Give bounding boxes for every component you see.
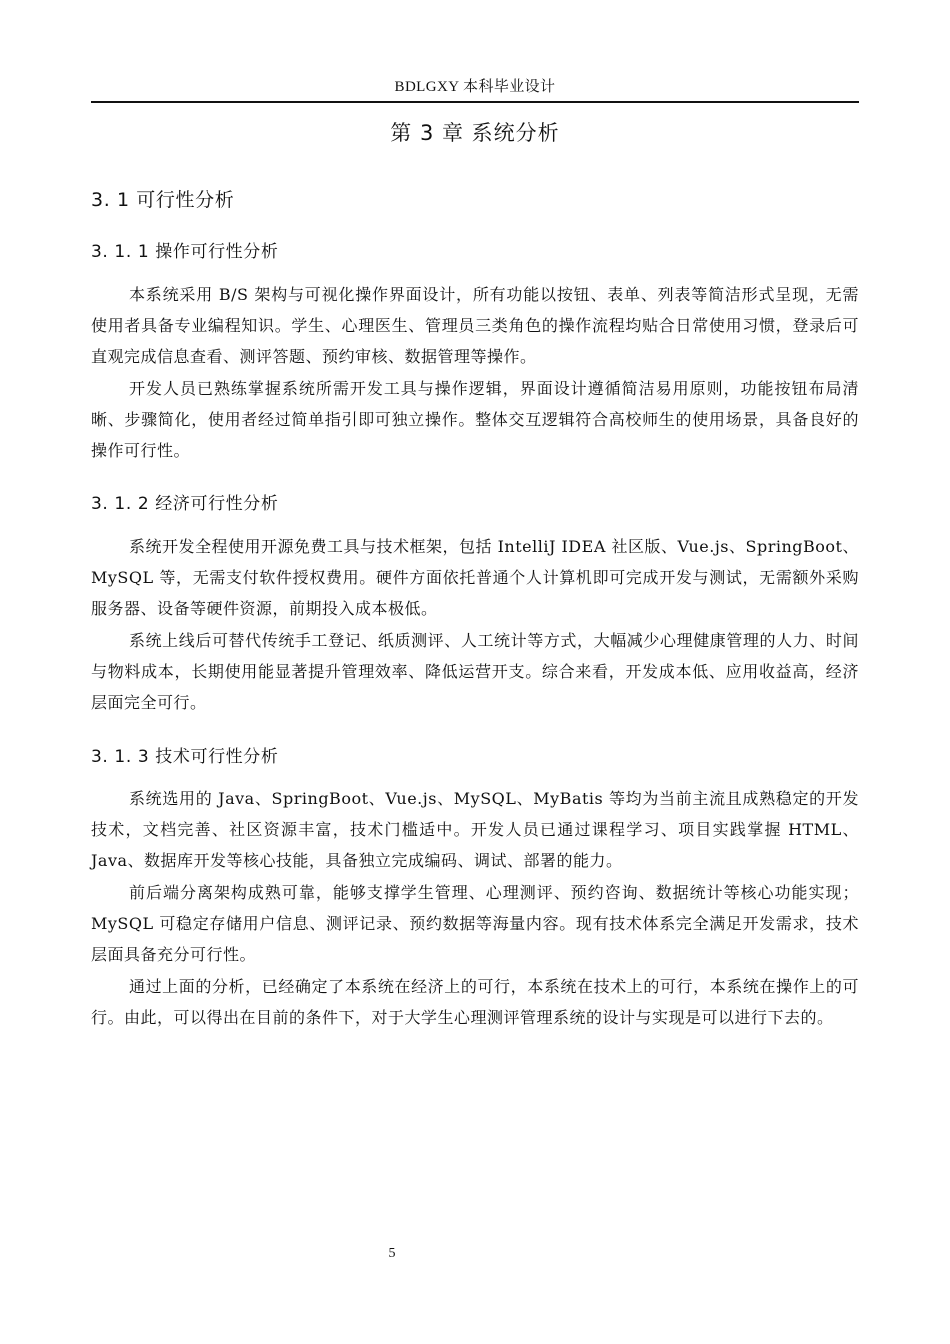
section-heading-3-1: 3. 1 可行性分析	[91, 189, 235, 211]
chapter-title: 第 3 章 系统分析	[390, 121, 560, 145]
subsection-heading-3-1-2: 3. 1. 2 经济可行性分析	[91, 494, 279, 514]
running-header: BDLGXY 本科毕业设计	[394, 79, 556, 95]
subsection-heading-3-1-1: 3. 1. 1 操作可行性分析	[91, 242, 279, 262]
paragraph-economic-feasibility-2: 系统上线后可替代传统手工登记、纸质测评、人工统计等方式，大幅减少心理健康管理的人力、时间与物料成本，长期使用能显著提升管理效率、降低运营开支。综合来看，开发成本低、应用收益高，经济层面完全可行。	[91, 631, 859, 712]
paragraph-conclusion: 通过上面的分析，已经确定了本系统在经济上的可行，本系统在技术上的可行，本系统在操作上的可行。由此，可以得出在目前的条件下，对于大学生心理测评管理系统的设计与实现是可以进行下去的。	[91, 977, 859, 1027]
paragraph-technical-feasibility-2: 前后端分离架构成熟可靠，能够支撑学生管理、心理测评、预约咨询、数据统计等核心功能实现；MySQL 可稳定存储用户信息、测评记录、预约数据等海量内容。现有技术体系完全满足开发需求，技术层面具备充分可行性。	[91, 883, 859, 964]
paragraph-operation-feasibility-2: 开发人员已熟练掌握系统所需开发工具与操作逻辑，界面设计遵循简洁易用原则，功能按钮布局清晰、步骤简化，使用者经过简单指引即可独立操作。整体交互逻辑符合高校师生的使用场景，具备良好的操作可行性。	[91, 379, 859, 460]
paragraph-technical-feasibility-1: 系统选用的 Java、SpringBoot、Vue.js、MySQL、MyBatis 等均为当前主流且成熟稳定的开发技术，文档完善、社区资源丰富，技术门槛适中。开发人员已通过课程学习、项目实践掌握 HTML、Java、数据库开发等核心技能，具备独立完成编码、调试、部署的能力。	[91, 789, 859, 870]
subsection-heading-3-1-3: 3. 1. 3 技术可行性分析	[91, 747, 279, 767]
paragraph-operation-feasibility-1: 本系统采用 B/S 架构与可视化操作界面设计，所有功能以按钮、表单、列表等简洁形式呈现，无需使用者具备专业编程知识。学生、心理医生、管理员三类角色的操作流程均贴合日常使用习惯，登录后可直观完成信息查看、测评答题、预约审核、数据管理等操作。	[91, 285, 859, 366]
page-number: 5	[388, 1246, 396, 1261]
paragraph-economic-feasibility-1: 系统开发全程使用开源免费工具与技术框架，包括 IntelliJ IDEA 社区版、Vue.js、SpringBoot、MySQL 等，无需支付软件授权费用。硬件方面依托普通个人计算机即可完成开发与测试，无需额外采购服务器、设备等硬件资源，前期投入成本极低。	[91, 537, 859, 618]
header-rule	[91, 101, 859, 103]
